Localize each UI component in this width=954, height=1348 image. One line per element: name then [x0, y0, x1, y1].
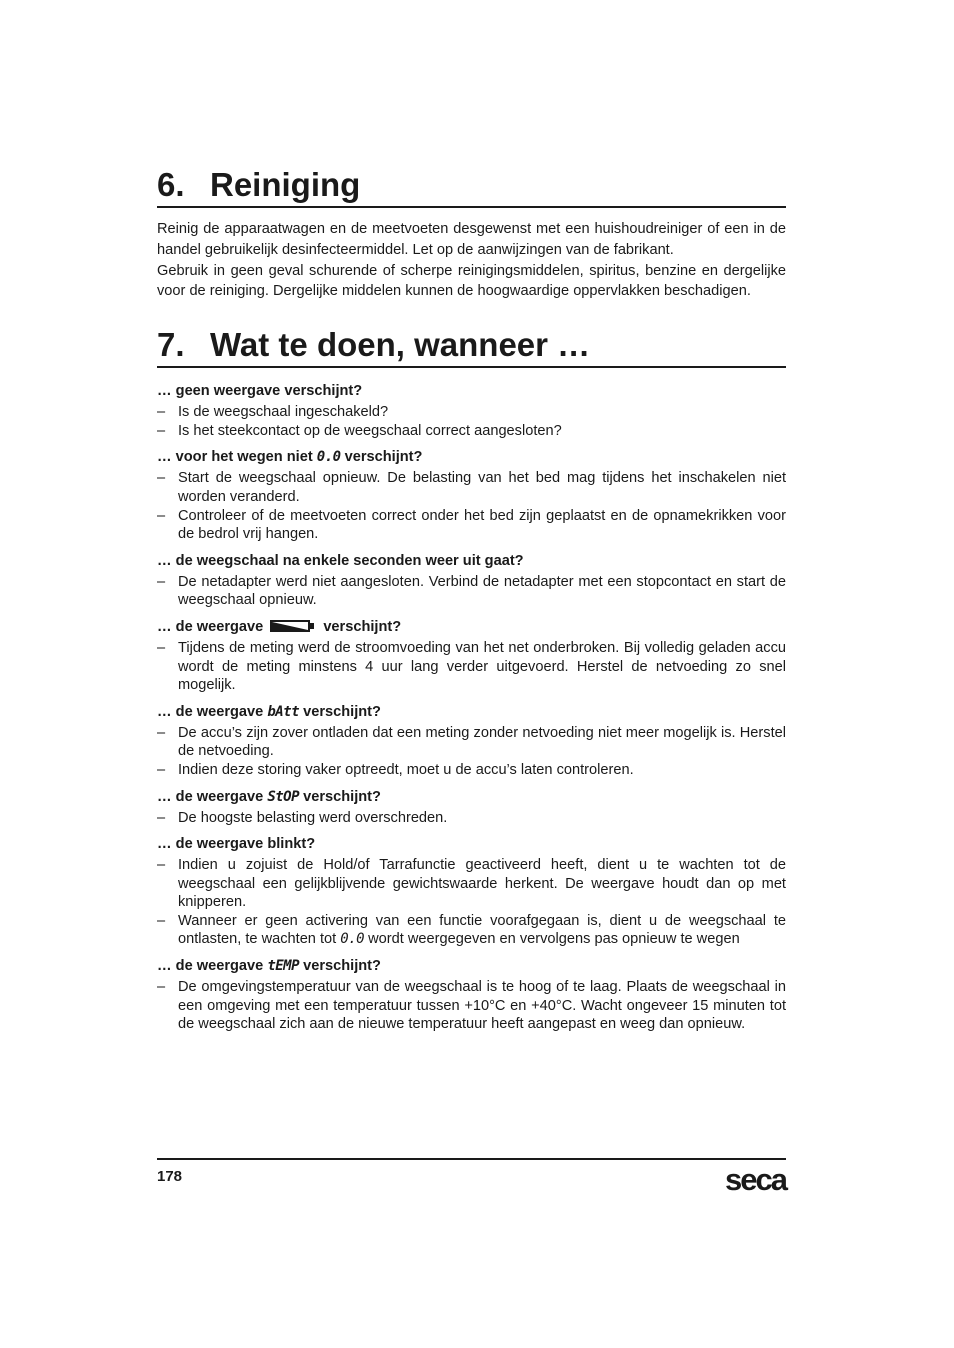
list-item: – Controleer of de meetvoeten correct onder het bed zijn geplaatst en de opnamekrikken voor de bedrol vrij hangen. — [157, 507, 786, 543]
page-number: 178 — [157, 1168, 183, 1185]
answer-list — [157, 639, 786, 695]
list-item: – Is de weegschaal ingeschakeld? — [157, 404, 389, 421]
display-code: 0.0 — [340, 931, 365, 948]
page-footer — [157, 1158, 786, 1198]
display-code: 0.0 — [316, 449, 341, 466]
list-item: – Tijdens de meting werd de stroomvoeding van het net onderbroken. Bij volledig geladen accu wordt de meting minstens 4 uur lang verder uitgevoerd. Herstel de netvoeding zo snel mogelijk. — [157, 639, 786, 694]
page-content — [157, 165, 786, 1034]
question-text: … de weergave — [157, 788, 268, 805]
answer-text: Start de weegschaal opnieuw. De belasting van het bed mag tijdens het inschakelen niet worden veranderd. — [178, 470, 786, 505]
question — [157, 703, 786, 722]
question: … de weegschaal na enkele seconden weer uit gaat? — [157, 552, 524, 569]
display-code: tEMP — [267, 958, 300, 975]
answer-list — [157, 469, 786, 543]
answer-list — [157, 856, 786, 949]
list-item: – De netadapter werd niet aangesloten. Verbind de netadapter met een stopcontact en start de weegschaal opnieuw. — [157, 573, 786, 609]
question-text: verschijnt? — [299, 958, 381, 975]
list-item: – Start de weegschaal opnieuw. De belasting van het bed mag tijdens het inschakelen niet worden veranderd. — [157, 470, 786, 505]
answer-text: De hoogste belasting werd overschreden. — [178, 809, 448, 826]
answer-text: Is de weegschaal ingeschakeld? — [178, 404, 389, 421]
list-item: – Wanneer er geen activering van een functie voorafgegaan is, dient u de weegschaal te ontlasten, te wachten tot 0.0 wordt weergegeven en vervolgens pas opnieuw te wegen — [157, 912, 786, 948]
section-6-heading — [157, 165, 786, 208]
answer-text: Indien deze storing vaker optreedt, moet u de accu’s laten controleren. — [178, 761, 634, 778]
question-text: … voor het wegen niet — [157, 449, 317, 466]
answer-text: wordt weergegeven en vervolgens pas opnieuw te wegen — [364, 931, 740, 948]
section-6-title: Reiniging — [210, 166, 361, 203]
display-code: StOP — [267, 788, 300, 805]
section-6-number: 6. — [157, 166, 185, 203]
answer-list — [157, 403, 786, 440]
list-item: – Is het steekcontact op de weegschaal correct aangesloten? — [157, 422, 562, 439]
answer-list — [157, 978, 786, 1034]
answer-text: Tijdens de meting werd de stroomvoeding van het net onderbroken. Bij volledig geladen accu wordt de meting minstens 4 uur lang verder uitgevoerd. Herstel de netvoeding zo snel mogelijk. — [178, 639, 786, 694]
question-text: verschijnt? — [299, 703, 381, 720]
section-7-number: 7. — [157, 326, 185, 364]
answer-list — [157, 573, 786, 610]
answer-text: De netadapter werd niet aangesloten. Verbind de netadapter met een stopcontact en start de weegschaal opnieuw. — [178, 573, 786, 609]
question-text: … de weergave — [157, 703, 268, 720]
answer-text: Is het steekcontact op de weegschaal correct aangesloten? — [178, 422, 562, 439]
question: … de weergave blinkt? — [157, 836, 316, 853]
section-7-title: Wat te doen, wanneer … — [210, 326, 591, 364]
question-text: … de weergave — [157, 618, 264, 635]
answer-list — [157, 724, 786, 780]
list-item: – Indien deze storing vaker optreedt, moet u de accu’s laten controleren. — [157, 761, 634, 778]
question-text: … de weergave — [157, 958, 268, 975]
seca-logo: seca — [725, 1162, 786, 1197]
list-item: – De hoogste belasting werd overschreden. — [157, 809, 448, 826]
section-6-paragraph: Reinig de apparaatwagen en de meetvoeten desgewenst met een huishoudreiniger of een in de handel gebruikelijk desinfecteermiddel. Let op de aanwijzingen van de fabrikant. — [157, 221, 786, 258]
question — [157, 788, 786, 807]
question: … geen weergave verschijnt? — [157, 383, 363, 400]
answer-list — [157, 809, 786, 828]
list-item: – De accu’s zijn zover ontladen dat een meting zonder netvoeding niet meer mogelijk is. Herstel de netvoeding. — [157, 724, 786, 760]
battery-empty-icon — [269, 619, 315, 633]
answer-text: Indien u zojuist de Hold/of Tarrafunctie geactiveerd heeft, dient u te wachten tot de weegschaal een gelijkblijvende gewichtswaarde herkent. De weergave houdt dan op met knipperen. — [178, 857, 786, 911]
answer-text: Wanneer er geen activering van een functie voorafgegaan is, dient u de weegschaal te ontlasten, te wachten tot — [178, 912, 786, 948]
question — [157, 618, 786, 637]
list-item: – Indien u zojuist de Hold/of Tarrafunctie geactiveerd heeft, dient u te wachten tot de weegschaal een gelijkblijvende gewichtswaarde herkent. De weergave houdt dan op met knipperen. — [157, 857, 786, 911]
display-code: bAtt — [267, 703, 300, 720]
question — [157, 957, 786, 976]
section-6-paragraph: Gebruik in geen geval schurende of scherpe reinigingsmiddelen, spiritus, benzine en dergelijke voor de reiniging. Dergelijke middelen kunnen de hoogwaardige oppervlakken beschadigen. — [157, 262, 786, 300]
question-text: verschijnt? — [319, 618, 402, 635]
question-text: verschijnt? — [340, 449, 423, 466]
answer-text: Controleer of de meetvoeten correct onder het bed zijn geplaatst en de opnamekrikken voor de bedrol vrij hangen. — [178, 507, 786, 543]
section-7-heading — [157, 325, 786, 368]
answer-text: De accu’s zijn zover ontladen dat een meting zonder netvoeding niet meer mogelijk is. Herstel de netvoeding. — [178, 724, 786, 760]
list-item: – De omgevingstemperatuur van de weegschaal is te hoog of te laag. Plaats de weegschaal in een omgeving met een temperatuur tussen +10°C en +40°C. Wacht ongeveer 15 minuten tot de weegschaal zich aan de nieuwe temperatuur heeft aangepast en weeg dan opnieuw. — [157, 979, 786, 1033]
question — [157, 448, 786, 467]
question-text: verschijnt? — [299, 788, 381, 805]
answer-text: De omgevingstemperatuur van de weegschaal is te hoog of te laag. Plaats de weegschaal in een omgeving met een temperatuur tussen +10°C en +40°C. Wacht ongeveer 15 minuten tot de weegschaal zich aan de nieuwe temperatuur heeft aangepast en weeg dan opnieuw. — [178, 979, 786, 1033]
